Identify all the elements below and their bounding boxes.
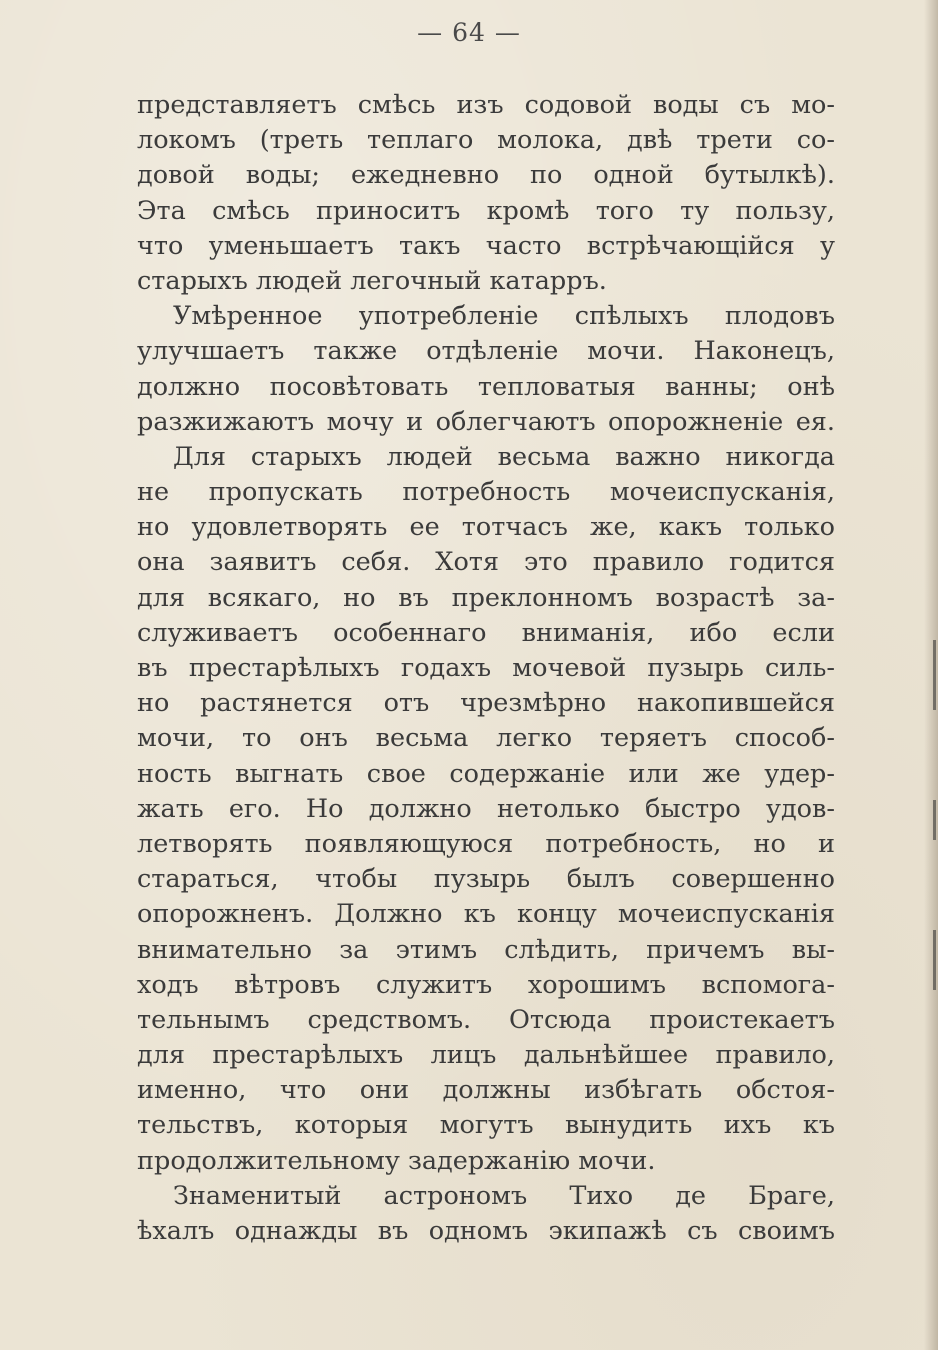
text-line: ходъ вѣтровъ служитъ хорошимъ вспомога- <box>137 969 835 1000</box>
page-edge-mark <box>933 930 936 990</box>
text-line: локомъ (треть теплаго молока, двѣ трети со- <box>137 125 835 156</box>
text-line: летворять появляющуюся потребность, но и <box>137 828 835 859</box>
text-line: ность выгнать свое содержаніе или же удер- <box>137 758 835 789</box>
page-edge-mark <box>933 640 936 710</box>
text-line: тельнымъ средствомъ. Отсюда проистекаетъ <box>137 1004 835 1035</box>
text-line: для престарѣлыхъ лицъ дальнѣйшее правило, <box>137 1040 835 1071</box>
page-edge-mark <box>933 800 936 840</box>
text-line: продолжительному задержанію мочи. <box>137 1145 656 1176</box>
text-line: но растянется отъ чрезмѣрно накопившейся <box>137 688 835 719</box>
text-line: разжижаютъ мочу и облегчаютъ опорожненіе ея. <box>137 406 835 437</box>
text-line: но удовлетворять ее тотчасъ же, какъ только <box>137 512 835 543</box>
text-line: Для старыхъ людей весьма важно никогда <box>173 441 835 472</box>
text-line: опорожненъ. Должно къ концу мочеиспусканія <box>137 899 835 930</box>
text-line: не пропускать потребность мочеиспусканія, <box>137 477 835 508</box>
text-line: въ престарѣлыхъ годахъ мочевой пузырь силь- <box>137 653 835 683</box>
text-line: тельствъ, которыя могутъ вынудить ихъ къ <box>137 1110 835 1141</box>
text-line: внимательно за этимъ слѣдить, причемъ вы- <box>137 934 835 965</box>
text-line: жать его. Но должно нетолько быстро удов- <box>137 793 835 824</box>
text-line: что уменьшаетъ такъ часто встрѣчающійся у <box>137 230 835 261</box>
text-line: представляетъ смѣсь изъ содовой воды съ мо- <box>137 90 835 120</box>
text-line: улучшаетъ также отдѣленіе мочи. Наконецъ, <box>137 336 835 367</box>
text-line: Знаменитый астрономъ Тихо де Браге, <box>173 1180 835 1211</box>
text-line: она заявитъ себя. Хотя это правило годится <box>137 547 835 578</box>
text-line: должно посовѣтовать тепловатыя ванны; онѣ <box>137 371 835 402</box>
text-line: старыхъ людей легочный катарръ. <box>137 265 607 296</box>
text-line: ѣхалъ однажды въ одномъ экипажѣ съ своимъ <box>137 1216 835 1246</box>
text-line: довой воды; ежедневно по одной бутылкѣ). <box>137 160 835 191</box>
text-line: Умѣренное употребленіе спѣлыхъ плодовъ <box>173 301 835 332</box>
body-text <box>137 88 835 1249</box>
text-line: служиваетъ особеннаго вниманія, ибо если <box>137 617 835 648</box>
text-line: для всякаго, но въ преклонномъ возрастѣ за- <box>137 582 835 613</box>
text-line: стараться, чтобы пузырь былъ совершенно <box>137 864 835 895</box>
text-line: Эта смѣсь приноситъ кромѣ того ту пользу, <box>137 195 835 226</box>
page-number: — 64 — <box>417 18 521 47</box>
text-line: мочи, то онъ весьма легко теряетъ способ- <box>137 723 835 754</box>
text-line: именно, что они должны избѣгать обстоя- <box>137 1075 835 1106</box>
